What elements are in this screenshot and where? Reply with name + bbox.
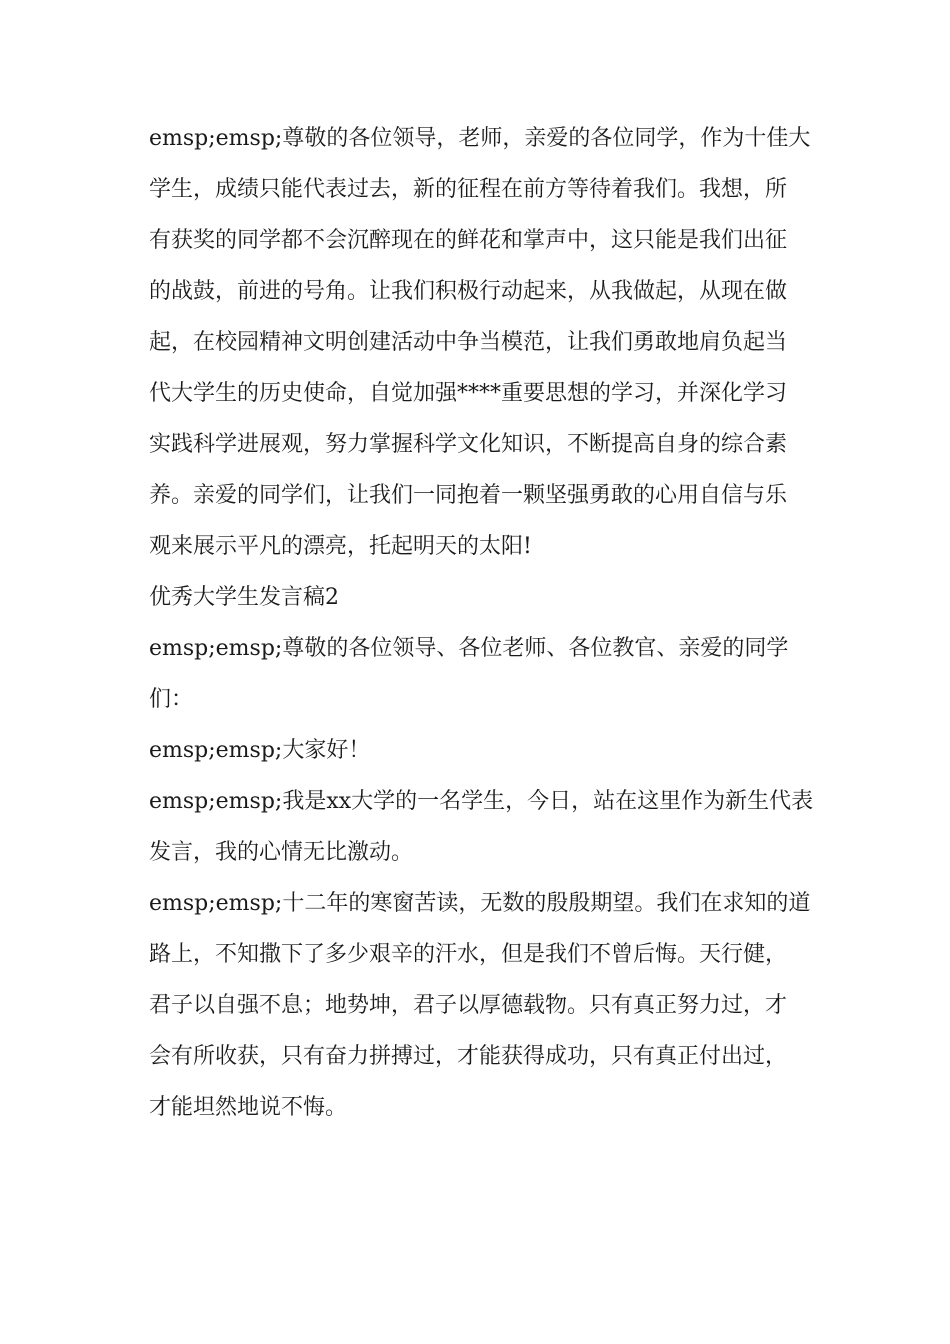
text-line: emsp;emsp;尊敬的各位领导、各位老师、各位教官、亲爱的同学 bbox=[149, 636, 789, 661]
section-heading: 优秀大学生发言稿2 bbox=[149, 585, 339, 610]
text-line: emsp;emsp;我是xx大学的一名学生，今日，站在这里作为新生代表 bbox=[149, 789, 814, 814]
text-line: emsp;emsp;十二年的寒窗苦读，无数的殷殷期望。我们在求知的道 bbox=[149, 891, 811, 916]
text-line: 代大学生的历史使命，自觉加强****重要思想的学习，并深化学习 bbox=[149, 381, 788, 406]
text-line: 学生，成绩只能代表过去，新的征程在前方等待着我们。我想，所 bbox=[149, 177, 788, 202]
text-line: 路上，不知撒下了多少艰辛的汗水，但是我们不曾后悔。天行健， bbox=[149, 942, 788, 967]
text-line: 起，在校园精神文明创建活动中争当模范，让我们勇敢地肩负起当 bbox=[149, 330, 788, 355]
text-line: 才能坦然地说不悔。 bbox=[149, 1095, 348, 1120]
document-body bbox=[149, 113, 814, 1133]
text-line: 养。亲爱的同学们，让我们一同抱着一颗坚强勇敢的心用自信与乐 bbox=[149, 483, 788, 508]
text-line: 的战鼓，前进的号角。让我们积极行动起来，从我做起，从现在做 bbox=[149, 279, 788, 304]
text-line: 发言，我的心情无比激动。 bbox=[149, 840, 414, 865]
text-line: 们： bbox=[149, 687, 194, 712]
text-line: emsp;emsp;尊敬的各位领导，老师，亲爱的各位同学，作为十佳大 bbox=[149, 126, 811, 151]
text-line: emsp;emsp;大家好！ bbox=[149, 738, 371, 763]
text-line: 君子以自强不息；地势坤，君子以厚德载物。只有真正努力过，才 bbox=[149, 993, 788, 1018]
text-line: 观来展示平凡的漂亮，托起明天的太阳! bbox=[149, 534, 532, 559]
text-line: 有获奖的同学都不会沉醉现在的鲜花和掌声中，这只能是我们出征 bbox=[149, 228, 788, 253]
text-line: 会有所收获，只有奋力拼搏过，才能获得成功，只有真正付出过， bbox=[149, 1044, 788, 1069]
text-line: 实践科学进展观，努力掌握科学文化知识，不断提高自身的综合素 bbox=[149, 432, 788, 457]
